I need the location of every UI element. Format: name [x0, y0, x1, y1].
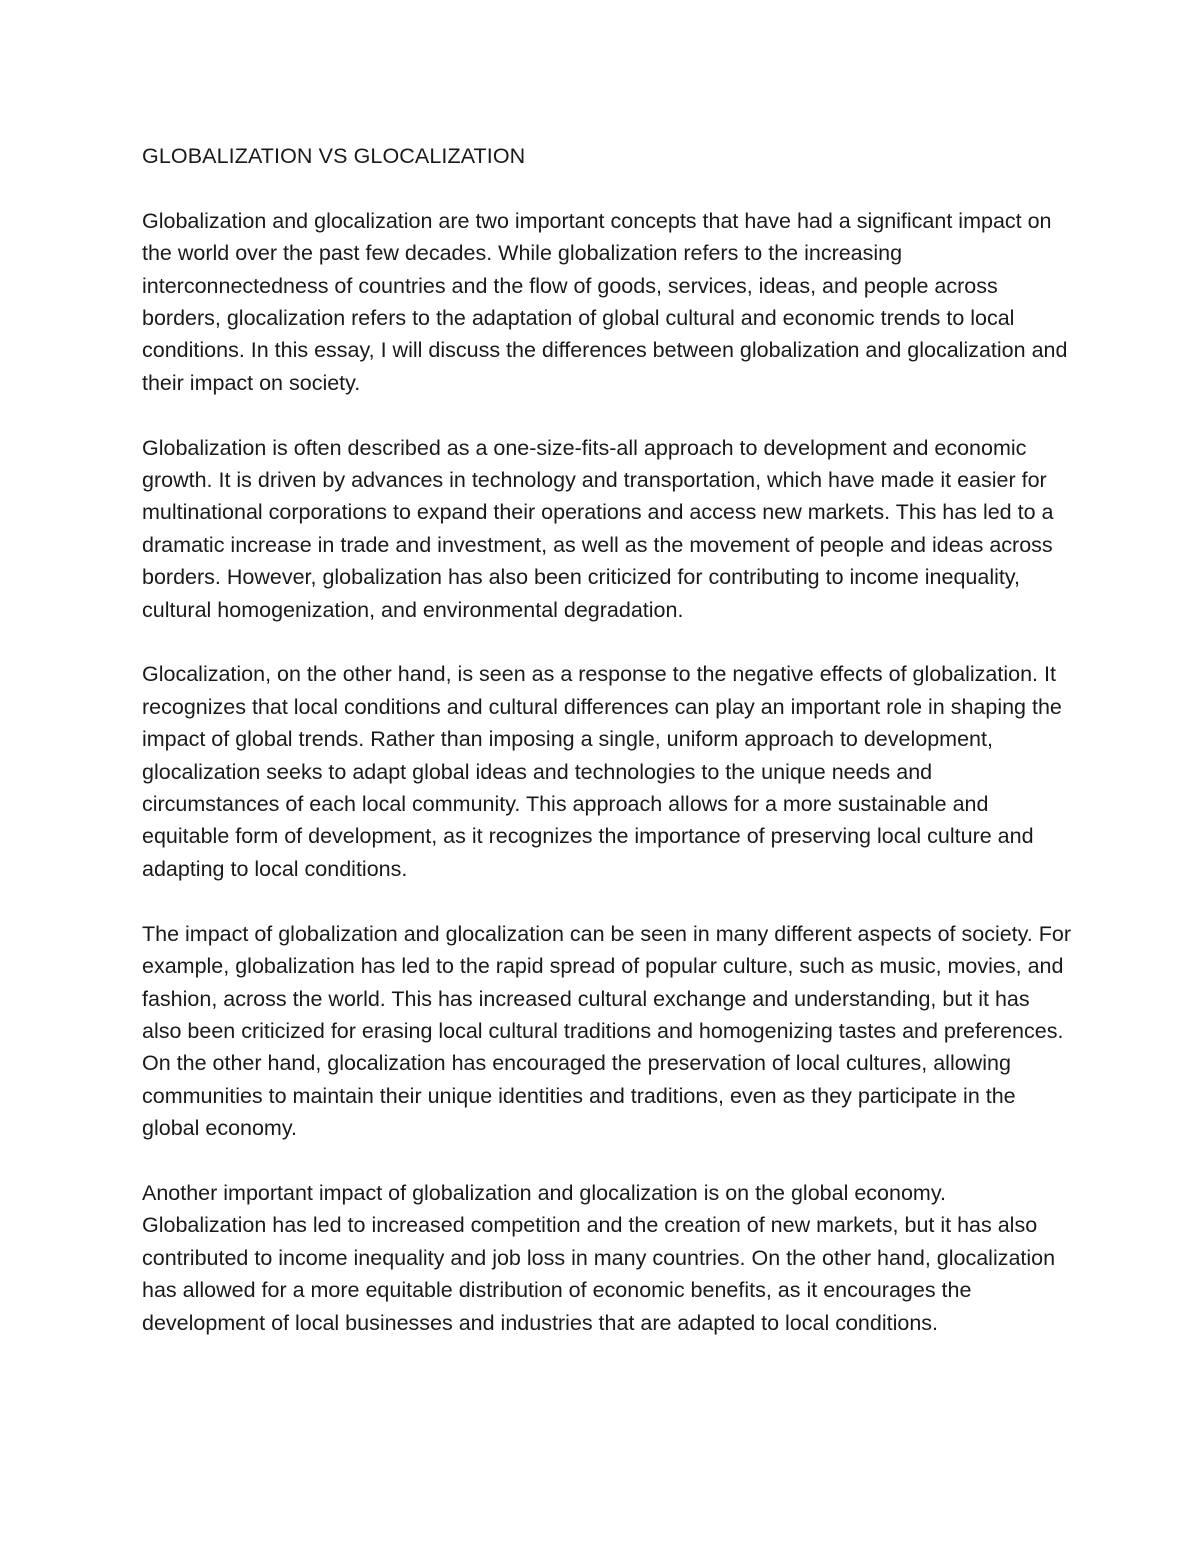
paragraph-society-impact: The impact of globalization and glocalization can be seen in many different aspects of society. For example, globalization has led to the rapid spread of popular culture, such as music, movies, and fashion, across the world. This has increased cultural exchange and understanding, but it has also been criticized for erasing local cultural traditions and homogenizing tastes and preferences. On the other hand, glocalization has encouraged the preservation of local cultures, allowing communities to maintain their unique identities and traditions, even as they participate in the global economy.: [142, 921, 1072, 1141]
paragraph-intro: Globalization and glocalization are two important concepts that have had a significant impact on the world over the past few decades. While globalization refers to the increasing interconnectedness of countries and the flow of goods, services, ideas, and people across borders, glocalization refers to the adaptation of global cultural and economic trends to local conditions. In this essay, I will discuss the differences between globalization and glocalization and their impact on society.: [142, 208, 1068, 395]
paragraph-globalization: Globalization is often described as a one-size-fits-all approach to development and economic growth. It is driven by advances in technology and transportation, which have made it easier for multinational corporations to expand their operations and access new markets. This has led to a dramatic increase in trade and investment, as well as the movement of people and ideas across borders. However, globalization has also been criticized for contributing to income inequality, cultural homogenization, and environmental degradation.: [142, 435, 1054, 622]
paragraph-glocalization: Glocalization, on the other hand, is seen as a response to the negative effects of globalization. It recognizes that local conditions and cultural differences can play an important role in shaping the impact of global trends. Rather than imposing a single, uniform approach to development, glocalization seeks to adapt global ideas and technologies to the unique needs and circumstances of each local community. This approach allows for a more sustainable and equitable form of development, as it recognizes the importance of preserving local culture and adapting to local conditions.: [142, 662, 1062, 881]
paragraph-economy-impact: Another important impact of globalization and glocalization is on the global economy. Globalization has led to increased competition and the creation of new markets, but it has also contributed to income inequality and job loss in many countries. On the other hand, glocalization has allowed for a more equitable distribution of economic benefits, as it encourages the development of local businesses and industries that are adapted to local conditions.: [142, 1180, 1056, 1335]
document-body: [142, 140, 1072, 1371]
document-title: GLOBALIZATION VS GLOCALIZATION: [142, 144, 526, 168]
